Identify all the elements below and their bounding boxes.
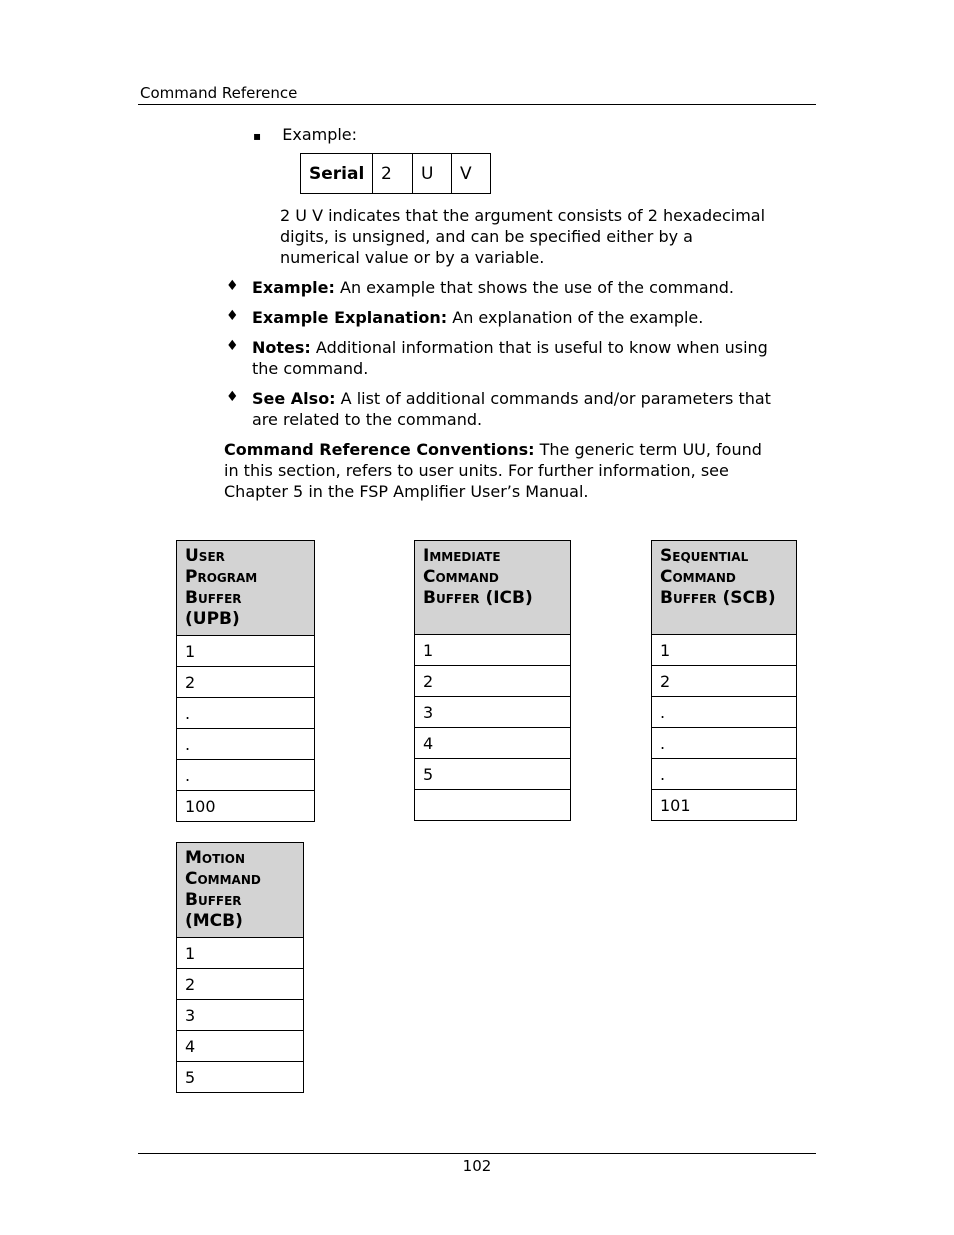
square-bullet-icon: ▪	[253, 129, 262, 143]
table-row	[301, 154, 491, 194]
example-intro	[253, 124, 357, 147]
table-cell: U	[413, 154, 452, 194]
bullet-term: See Also:	[252, 389, 336, 408]
table-cell: V	[452, 154, 491, 194]
diamond-bullet-icon: ♦	[226, 308, 239, 324]
table-row	[415, 635, 571, 666]
table-row	[177, 760, 315, 791]
bullet-item-notes	[226, 337, 768, 379]
header-line: Command	[660, 567, 736, 587]
text-line	[252, 277, 734, 298]
table-header-row	[652, 541, 797, 635]
table-row	[415, 790, 571, 821]
header-line: (UPB)	[185, 609, 240, 629]
bullet-term: Example Explanation:	[252, 308, 448, 327]
page-number: 102	[462, 1157, 492, 1175]
table-cell: 1	[652, 635, 797, 666]
table-cell: 4	[415, 728, 571, 759]
conventions-text: The generic term UU, found	[534, 440, 762, 459]
table-row	[177, 698, 315, 729]
table-cell: 4	[177, 1031, 304, 1062]
text-line	[224, 439, 762, 460]
table-cell: .	[177, 729, 315, 760]
table-row	[177, 1000, 304, 1031]
text-line: Chapter 5 in the FSP Amplifier User’s Manual.	[224, 482, 589, 501]
bullet-text: An explanation of the example.	[447, 308, 704, 327]
table-cell: 5	[177, 1062, 304, 1093]
header-rule	[138, 104, 816, 105]
table-cell: 3	[177, 1000, 304, 1031]
text-line	[252, 388, 771, 409]
table-row	[177, 636, 315, 667]
text-line	[252, 307, 703, 328]
example-explanation-text	[280, 205, 765, 268]
table-row	[652, 635, 797, 666]
table-cell: 1	[177, 938, 304, 969]
text-line: the command.	[252, 359, 369, 378]
bullet-text: An example that shows the use of the command.	[334, 278, 735, 297]
table-cell: Serial	[301, 154, 373, 194]
table-header-cell	[652, 541, 797, 635]
bullet-text: A list of additional commands and/or parameters that	[335, 389, 771, 408]
table-cell	[415, 790, 571, 821]
text-line: in this section, refers to user units. For further information, see	[224, 461, 729, 480]
diamond-bullet-icon: ♦	[226, 389, 239, 405]
example-intro-label: Example:	[282, 125, 358, 144]
table-row	[415, 728, 571, 759]
text-line: numerical value or by a variable.	[280, 248, 545, 267]
header-line: User	[185, 546, 225, 566]
table-cell: 2	[177, 667, 315, 698]
table-header-cell	[177, 541, 315, 636]
bullet-item-example-explanation	[226, 307, 703, 328]
table-row	[652, 759, 797, 790]
header-line: Buffer (ICB)	[423, 588, 533, 608]
example-argument-table	[300, 153, 491, 194]
text-line: digits, is unsigned, and can be specified either by a	[280, 227, 693, 246]
table-row	[415, 697, 571, 728]
table-cell: 5	[415, 759, 571, 790]
table-row	[652, 790, 797, 821]
mcb-table	[176, 842, 304, 1093]
table-header-row	[177, 541, 315, 636]
table-cell: .	[177, 698, 315, 729]
header-line: Command	[185, 869, 261, 889]
table-header-cell	[177, 843, 304, 938]
text-line: 2 U V indicates that the argument consists of 2 hexadecimal	[280, 206, 766, 225]
diamond-bullet-icon: ♦	[226, 278, 239, 294]
table-cell: 2	[177, 969, 304, 1000]
table-header-row	[177, 843, 304, 938]
table-cell: 1	[415, 635, 571, 666]
table-row	[177, 791, 315, 822]
bullet-text: Additional information that is useful to know when using	[310, 338, 768, 357]
header-line: Buffer (SCB)	[660, 588, 776, 608]
table-cell: 2	[373, 154, 413, 194]
table-cell: 3	[415, 697, 571, 728]
table-cell: .	[177, 760, 315, 791]
table-row	[177, 729, 315, 760]
table-cell: 2	[652, 666, 797, 697]
table-cell: .	[652, 697, 797, 728]
table-row	[415, 759, 571, 790]
text-line: are related to the command.	[252, 410, 483, 429]
conventions-paragraph	[224, 439, 762, 502]
table-row	[177, 969, 304, 1000]
table-row	[177, 938, 304, 969]
running-header: Command Reference	[140, 84, 298, 102]
header-line: Buffer	[185, 588, 242, 608]
header-line: (MCB)	[185, 911, 243, 931]
table-row	[177, 667, 315, 698]
table-cell: .	[652, 728, 797, 759]
icb-table	[414, 540, 571, 821]
bullet-term: Notes:	[252, 338, 311, 357]
table-header-cell	[415, 541, 571, 635]
table-header-row	[415, 541, 571, 635]
header-line: Sequential	[660, 546, 749, 566]
bullet-item-see-also	[226, 388, 771, 430]
upb-table	[176, 540, 315, 822]
text-line	[252, 337, 768, 358]
table-row	[652, 666, 797, 697]
table-row	[177, 1062, 304, 1093]
table-row	[177, 1031, 304, 1062]
table-cell: 1	[177, 636, 315, 667]
diamond-bullet-icon: ♦	[226, 338, 239, 354]
table-cell: 100	[177, 791, 315, 822]
table-cell: 101	[652, 790, 797, 821]
bullet-term: Example:	[252, 278, 335, 297]
footer-rule	[138, 1153, 816, 1154]
table-cell: .	[652, 759, 797, 790]
table-row	[652, 728, 797, 759]
scb-table	[651, 540, 797, 821]
header-line: Command	[423, 567, 499, 587]
bullet-item-example	[226, 277, 734, 298]
header-line: Program	[185, 567, 258, 587]
header-line: Motion	[185, 848, 246, 868]
header-line: Buffer	[185, 890, 242, 910]
table-row	[415, 666, 571, 697]
table-cell: 2	[415, 666, 571, 697]
conventions-term: Command Reference Conventions:	[224, 440, 535, 459]
header-line: Immediate	[423, 546, 501, 566]
table-row	[652, 697, 797, 728]
